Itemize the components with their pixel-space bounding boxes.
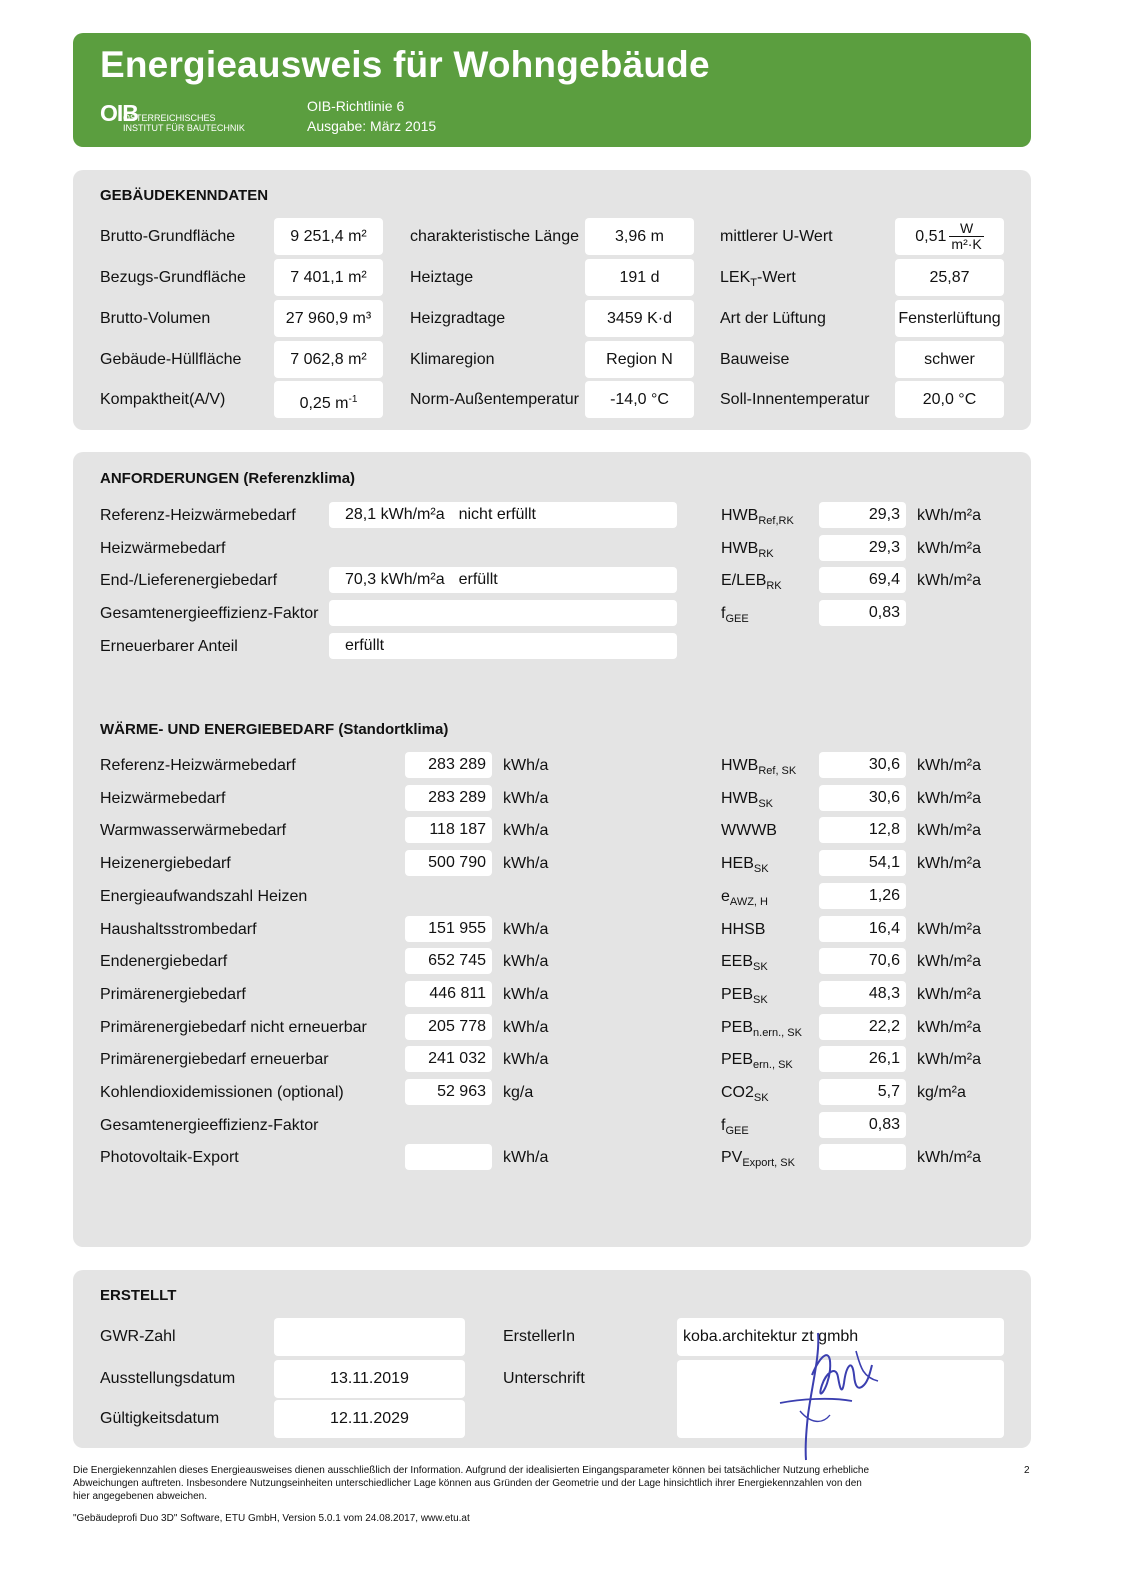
demand-specific-value: 5,7	[819, 1079, 906, 1105]
demand-value: 151 955	[405, 916, 492, 942]
building-label: Heizgradtage	[410, 310, 506, 327]
edition-label: Ausgabe: März 2015	[307, 118, 437, 134]
demand-symbol: $PV_{Export, SK}$	[721, 1149, 795, 1170]
demand-symbol: $CO2_{SK}$	[721, 1084, 769, 1104]
requirement-value: 69,4	[819, 567, 906, 593]
requirement-box: erfüllt	[329, 633, 677, 659]
building-label: mittlerer U-Wert	[720, 228, 833, 245]
building-value: 25,87	[895, 259, 1004, 296]
demand-specific-unit: kWh/m²a	[917, 1018, 981, 1036]
demand-unit: kWh/a	[503, 822, 549, 840]
requirement-symbol: $HWB_{Ref,RK}$	[721, 507, 794, 527]
demand-specific-unit: kWh/m²a	[917, 1149, 981, 1167]
requirement-status: erfüllt	[458, 571, 498, 588]
requirement-unit: kWh/m²a	[917, 507, 981, 524]
demand-value: 52 963	[405, 1079, 492, 1105]
gwr-value	[274, 1318, 465, 1356]
building-value: 0,51 $\frac{W}{\text{m²·K}}$	[895, 218, 1004, 255]
building-value: Fensterlüftung	[895, 300, 1004, 337]
building-label: Brutto-Grundfläche	[100, 228, 236, 245]
demand-value: 283 289	[405, 752, 492, 778]
building-label: Bezugs-Grundfläche	[100, 269, 246, 286]
demand-unit: kWh/a	[503, 855, 549, 873]
demand-specific-value: 0,83	[819, 1112, 906, 1138]
demand-symbol: $PEB_{n.ern., SK}$	[721, 1018, 802, 1039]
demand-label: Kohlendioxidemissionen (optional)	[100, 1084, 344, 1101]
building-label: $LEK_T$-Wert	[720, 269, 796, 289]
requirement-symbol: $E/LEB_{RK}$	[721, 572, 782, 592]
demand-symbol: $f_{GEE}$	[721, 1116, 749, 1137]
disclaimer: Die Energiekennzahlen dieses Energieausweises dienen ausschließlich der Information. Aufgrund der idealisierten Eingangsparameter können bei tatsächlicher Nutzung erhebliche Abweichungen auftreten. Insbesondere Nutzungseinheiten unterschiedlicher Lage können aus Gründen der Geometrie und der Lage hinsichtlich ihrer Energiekennzahlen von den hier angegebenen abweichen.	[73, 1465, 870, 1502]
demand-label: Energieaufwandszahl Heizen	[100, 887, 308, 905]
demand-unit: kWh/a	[503, 985, 549, 1003]
building-label: Soll-Innentemperatur	[720, 391, 870, 408]
building-value: Region N	[585, 341, 694, 378]
demand-symbol: $EEB_{SK}$	[721, 953, 768, 974]
demand-unit: kWh/a	[503, 1149, 549, 1167]
gwr-label: GWR-Zahl	[100, 1328, 176, 1345]
demand-value: 446 811	[405, 981, 492, 1007]
demand-specific-value: 30,6	[819, 785, 906, 811]
page-number: 2	[1024, 1465, 1030, 1476]
demand-unit: kWh/a	[503, 920, 549, 938]
demand-unit: kg/a	[503, 1084, 534, 1101]
building-label: Gebäude-Hüllfläche	[100, 351, 242, 368]
demand-symbol: $e_{AWZ, H}$	[721, 887, 768, 908]
building-value: 7 062,8 m²	[274, 341, 383, 378]
demand-value: 652 745	[405, 948, 492, 974]
requirements-heading: ANFORDERUNGEN (Referenzklima)	[100, 470, 356, 487]
institute-name: ÖSTERREICHISCHES INSTITUT FÜR BAUTECHNIK	[123, 113, 245, 133]
demand-value: 205 778	[405, 1014, 492, 1040]
demand-label: Referenz-Heizwärmebedarf	[100, 757, 296, 774]
building-label: Norm-Außentemperatur	[410, 391, 579, 408]
demand-value: 500 790	[405, 850, 492, 876]
requirement-value: 29,3	[819, 535, 906, 561]
demand-specific-value	[819, 1144, 906, 1170]
demand-value	[405, 1144, 492, 1170]
demand-symbol: $HWB_{SK}$	[721, 789, 774, 810]
demand-label: Photovoltaik-Export	[100, 1149, 239, 1167]
demand-specific-value: 30,6	[819, 752, 906, 778]
demand-symbol: WWWB	[721, 822, 777, 840]
demand-specific-unit: kWh/m²a	[917, 789, 981, 807]
issue-date-label: Ausstellungsdatum	[100, 1370, 236, 1387]
demand-specific-value: 12,8	[819, 817, 906, 843]
demand-specific-unit: kWh/m²a	[917, 1051, 981, 1069]
building-label: Heiztage	[410, 269, 474, 286]
signature-label: Unterschrift	[503, 1370, 585, 1387]
demand-specific-unit: kg/m²a	[917, 1084, 966, 1101]
building-value: 27 960,9 m³	[274, 300, 383, 337]
building-label: Art der Lüftung	[720, 310, 826, 327]
demand-specific-unit: kWh/m²a	[917, 822, 981, 840]
requirement-label: Gesamtenergieeffizienz-Faktor	[100, 605, 319, 622]
demand-value: 118 187	[405, 817, 492, 843]
requirement-label: End-/Lieferenergiebedarf	[100, 572, 278, 589]
building-value: -14,0 °C	[585, 381, 694, 418]
demand-unit: kWh/a	[503, 757, 549, 774]
demand-label: Primärenergiebedarf nicht erneuerbar	[100, 1018, 367, 1036]
requirement-symbol: $HWB_{RK}$	[721, 540, 774, 560]
demand-specific-value: 22,2	[819, 1014, 906, 1040]
demand-symbol: $HWB_{Ref, SK}$	[721, 757, 797, 777]
requirement-unit: kWh/m²a	[917, 572, 981, 589]
demand-specific-value: 16,4	[819, 916, 906, 942]
demand-specific-value: 1,26	[819, 883, 906, 909]
requirement-symbol: $f_{GEE}$	[721, 605, 749, 625]
requirement-value: 0,83	[819, 600, 906, 626]
building-label: charakteristische Länge	[410, 228, 579, 245]
building-label: Bauweise	[720, 351, 790, 368]
demand-specific-unit: kWh/m²a	[917, 953, 981, 971]
demand-value: 241 032	[405, 1046, 492, 1072]
demand-label: Primärenergiebedarf erneuerbar	[100, 1051, 329, 1069]
demand-symbol: $HEB_{SK}$	[721, 855, 769, 876]
building-data-heading: GEBÄUDEKENNDATEN	[100, 187, 269, 204]
demand-specific-unit: kWh/m²a	[917, 920, 981, 938]
building-label: Klimaregion	[410, 351, 495, 368]
requirement-box	[329, 600, 677, 626]
building-label: Kompaktheit(A/V)	[100, 391, 226, 408]
demand-label: Heizwärmebedarf	[100, 789, 226, 807]
building-value: schwer	[895, 341, 1004, 378]
issue-date-value: 13.11.2019	[274, 1360, 465, 1398]
building-value: 9 251,4 m²	[274, 218, 383, 255]
signature-scribble	[760, 1315, 900, 1465]
building-value: 20,0 °C	[895, 381, 1004, 418]
demand-heading: WÄRME- UND ENERGIEBEDARF (Standortklima)	[100, 721, 449, 738]
demand-label: Gesamtenergieeffizienz-Faktor	[100, 1116, 319, 1134]
requirement-box: 28,1 kWh/m²a nicht erfüllt	[329, 502, 677, 528]
guideline-label: OIB-Richtlinie 6	[307, 98, 405, 114]
demand-unit: kWh/a	[503, 1051, 549, 1069]
creator-label: ErstellerIn	[503, 1328, 576, 1345]
demand-label: Endenergiebedarf	[100, 953, 228, 971]
oib-logo: OIB	[100, 100, 138, 126]
requirement-unit: kWh/m²a	[917, 540, 981, 557]
demand-symbol: $PEB_{ern., SK}$	[721, 1051, 793, 1072]
demand-unit: kWh/a	[503, 1018, 549, 1036]
demand-specific-value: 26,1	[819, 1046, 906, 1072]
requirement-label: Heizwärmebedarf	[100, 540, 226, 557]
requirement-status: nicht erfüllt	[458, 506, 536, 523]
demand-label: Warmwasserwärmebedarf	[100, 822, 287, 840]
valid-date-label: Gültigkeitsdatum	[100, 1410, 220, 1427]
document-title: Energieausweis für Wohngebäude	[100, 44, 710, 85]
building-value: 3,96 m	[585, 218, 694, 255]
demand-value: 283 289	[405, 785, 492, 811]
requirement-label: Erneuerbarer Anteil	[100, 638, 238, 655]
demand-unit: kWh/a	[503, 789, 549, 807]
demand-label: Primärenergiebedarf	[100, 985, 246, 1003]
creator-value: koba.architektur zt gmbh	[677, 1318, 1004, 1356]
building-value: 191 d	[585, 259, 694, 296]
demand-specific-unit: kWh/m²a	[917, 855, 981, 873]
demand-specific-unit: kWh/m²a	[917, 757, 981, 774]
demand-label: Haushaltsstrombedarf	[100, 920, 257, 938]
demand-specific-value: 48,3	[819, 981, 906, 1007]
demand-specific-value: 70,6	[819, 948, 906, 974]
requirement-label: Referenz-Heizwärmebedarf	[100, 507, 296, 524]
building-value: 3459 K·d	[585, 300, 694, 337]
created-heading: ERSTELLT	[100, 1287, 177, 1304]
demand-symbol: $PEB_{SK}$	[721, 985, 768, 1006]
requirement-value: 29,3	[819, 502, 906, 528]
building-label: Brutto-Volumen	[100, 310, 211, 327]
demand-label: Heizenergiebedarf	[100, 855, 231, 873]
demand-unit: kWh/a	[503, 953, 549, 971]
demand-symbol: HHSB	[721, 920, 766, 938]
software-credit: "Gebäudeprofi Duo 3D" Software, ETU GmbH, Version 5.0.1 vom 24.08.2017, www.etu.at	[73, 1513, 470, 1524]
building-value: 0,25 $m^{-1}$	[274, 381, 383, 418]
demand-specific-unit: kWh/m²a	[917, 985, 981, 1003]
building-value: 7 401,1 m²	[274, 259, 383, 296]
requirement-box: 70,3 kWh/m²a erfüllt	[329, 567, 677, 593]
demand-specific-value: 54,1	[819, 850, 906, 876]
valid-date-value: 12.11.2029	[274, 1400, 465, 1438]
